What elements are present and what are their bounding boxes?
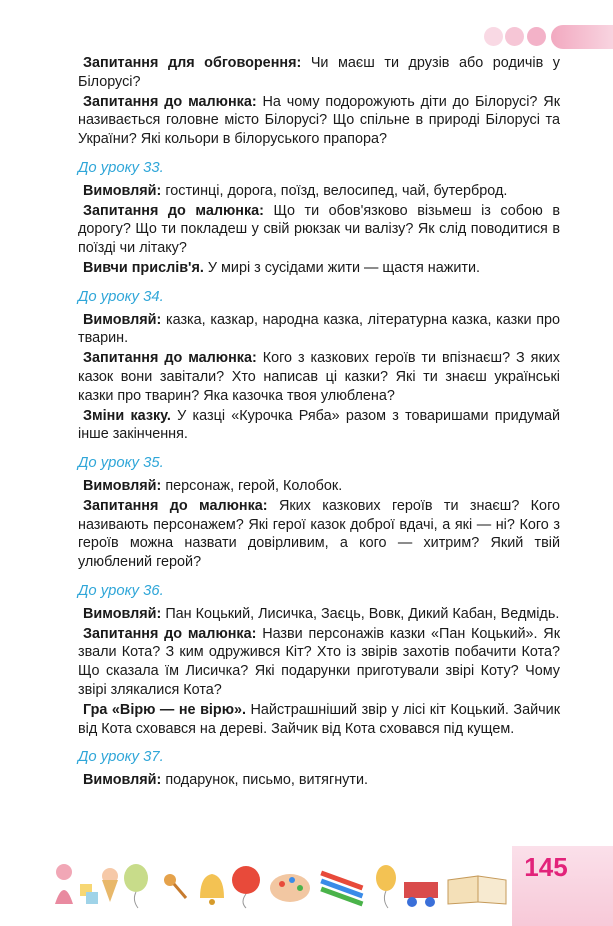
- paragraph-lead: Запитання до малюнка:: [83, 497, 268, 514]
- pencils-icon: [320, 871, 363, 907]
- lesson-heading: До уроку 35.: [78, 455, 164, 472]
- decor-dot: [484, 27, 503, 46]
- paragraph-lead: Запитання до малюнка:: [83, 202, 264, 219]
- paragraph-lead: Гра «Вірю — не вірю».: [83, 701, 246, 718]
- page-number: 145: [524, 852, 568, 882]
- decor-bar: [551, 25, 613, 49]
- paragraph-text: Назви персонажів казки «Пан Коцький». Як звали Кота? З ким одружився Кіт? Хто із звірів захотів побачити Кота? Що сказала їм Лисичка? Які подарунки приготували звірі Коту? Чому звірі злякалися Кота?: [78, 625, 560, 698]
- paragraph-lead: Запитання до малюнка:: [83, 350, 257, 367]
- lesson-heading: До уроку 37.: [78, 749, 164, 766]
- paragraph-lead: Вимовляй:: [83, 477, 162, 494]
- decor-dot: [505, 27, 524, 46]
- page-content: [78, 54, 560, 791]
- toys-decoration: [50, 858, 520, 910]
- paragraph: [78, 349, 560, 405]
- paragraph: [78, 625, 560, 700]
- paragraph-text: персонаж, герой, Колобок.: [161, 477, 343, 494]
- paragraph: [78, 701, 560, 739]
- red-balloon-icon: [232, 866, 260, 908]
- bell-icon: [200, 874, 224, 905]
- rattle-icon: [164, 874, 186, 898]
- paragraph-lead: Зміни казку.: [83, 407, 171, 424]
- paragraph-lead: Запитання до малюнка:: [83, 625, 257, 642]
- yellow-balloon-icon: [376, 865, 396, 908]
- balloon-icon: [124, 864, 148, 908]
- paragraph: [78, 202, 560, 258]
- lesson-heading: До уроку 34.: [78, 288, 164, 305]
- palette-icon: [270, 874, 310, 902]
- paragraph-lead: Запитання до малюнка:: [83, 93, 257, 110]
- paragraph-lead: Вимовляй:: [83, 311, 162, 328]
- paragraph-lead: Вимовляй:: [83, 772, 162, 789]
- paragraph: [78, 497, 560, 572]
- paragraph-text: гостинці, дорога, поїзд, велосипед, чай, бутерброд.: [161, 182, 508, 199]
- paragraph-text: Чи маєш ти друзів або родичів у Білорусі?: [78, 55, 560, 90]
- paragraph-text: казка, казкар, народна казка, літературна казка, казки про тварин.: [78, 311, 560, 347]
- paragraph-text: Кого з казкових героїв ти впізнаєш? З яких казок вони завітали? Хто написав ці казки? Які ти знаєш українські казки про тварин? Яка казочка твоя улюблена?: [78, 350, 560, 404]
- paragraph-text: У мирі з сусідами жити — щастя нажити.: [203, 259, 481, 276]
- paragraph-lead: Вивчи прислів'я.: [83, 259, 204, 276]
- doll-icon: [55, 864, 73, 904]
- paragraph: [78, 477, 560, 496]
- book-icon: [448, 876, 506, 904]
- paragraph: [78, 407, 560, 445]
- lesson-heading: До уроку 36.: [78, 582, 164, 599]
- paragraph-text: подарунок, письмо, витягнути.: [161, 772, 368, 789]
- paragraph-text: У казці «Курочка Ряба» разом з товаришами придумай інше закінчення.: [78, 407, 560, 443]
- toy-train-icon: [404, 882, 438, 907]
- paragraph-lead: Вимовляй:: [83, 605, 162, 622]
- paragraph-text: Що ти обов'язково візьмеш із собою в дорогу? Що ти покладеш у свій рюкзак чи валізу? Як слід поводитися в поїзді чи літаку?: [78, 202, 560, 257]
- decor-dot: [527, 27, 546, 46]
- lesson-heading: До уроку 33.: [78, 159, 164, 176]
- blocks-icon: [80, 884, 98, 904]
- paragraph: [78, 311, 560, 349]
- ice-cream-icon: [102, 868, 118, 902]
- paragraph-text: Яких казкових героїв ти знаєш? Кого називають персонажем? Які герої казок доброї вдачі, а які — ні? Кого з героїв можна назвати довірливим, а кого — хитрим? Який твій улюблений герой?: [78, 497, 560, 571]
- paragraph-text: Пан Коцький, Лисичка, Заєць, Вовк, Дикий Кабан, Ведмідь.: [161, 605, 560, 622]
- paragraph: [78, 771, 560, 790]
- paragraph-text: Найстрашніший звір у лісі кіт Коцький. Зайчик від Кота сховався на дереві. Зайчик від Кота сховався під кущем.: [78, 701, 560, 737]
- header-decoration: [484, 24, 613, 50]
- paragraph: [78, 93, 560, 149]
- paragraph-text: На чому подорожують діти до Білорусі? Як називається головне місто Білорусі? Що спільне в природі Білорусі та України? Які кольори в білоруського прапора?: [78, 93, 560, 148]
- paragraph: [78, 54, 560, 92]
- paragraph: [78, 605, 560, 624]
- paragraph-lead: Запитання для обговорення:: [83, 55, 302, 71]
- paragraph: [78, 259, 560, 278]
- paragraph-lead: Вимовляй:: [83, 182, 162, 199]
- paragraph: [78, 182, 560, 201]
